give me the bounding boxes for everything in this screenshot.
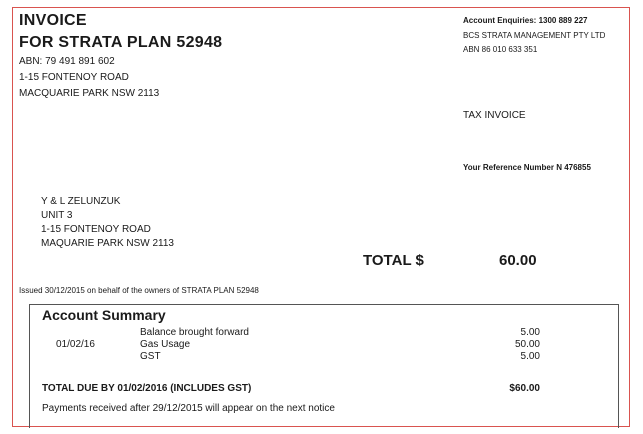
tax-invoice-label: TAX INVOICE: [463, 110, 526, 121]
issued-note: Issued 30/12/2015 on behalf of the owners of STRATA PLAN 52948: [19, 286, 259, 295]
total-amount: 60.00: [499, 252, 537, 269]
strata-abn: ABN: 79 491 891 602: [19, 56, 115, 67]
total-due-amount: $60.00: [509, 383, 540, 394]
recipient-name: Y & L ZELUNZUK: [41, 196, 121, 207]
account-summary-title: Account Summary: [42, 307, 166, 323]
strata-plan-title: FOR STRATA PLAN 52948: [19, 34, 223, 51]
summary-date: 01/02/16: [56, 339, 95, 350]
manager-abn: ABN 86 010 633 351: [463, 45, 538, 54]
total-due-label: TOTAL DUE BY 01/02/2016 (INCLUDES GST): [42, 383, 252, 394]
reference-number: Your Reference Number N 476855: [463, 163, 591, 172]
summary-item-label: GST: [140, 351, 161, 362]
total-label: TOTAL $: [363, 252, 424, 269]
summary-item-label: Gas Usage: [140, 339, 191, 350]
recipient-unit: UNIT 3: [41, 210, 73, 221]
manager-company: BCS STRATA MANAGEMENT PTY LTD: [463, 31, 606, 40]
invoice-page: [12, 7, 630, 427]
recipient-suburb: MAQUARIE PARK NSW 2113: [41, 238, 174, 249]
summary-item-amount: 50.00: [514, 339, 540, 350]
account-summary-box: [29, 304, 619, 428]
summary-item-label: Balance brought forward: [140, 327, 249, 338]
summary-item-amount: 5.00: [520, 327, 540, 338]
account-enquiries: Account Enquiries: 1300 889 227: [463, 16, 588, 25]
summary-item-amount: 5.00: [520, 351, 540, 362]
strata-address-line1: 1-15 FONTENOY ROAD: [19, 72, 129, 83]
payment-notice: Payments received after 29/12/2015 will appear on the next notice: [42, 403, 335, 414]
invoice-title: INVOICE: [19, 12, 87, 29]
strata-address-line2: MACQUARIE PARK NSW 2113: [19, 88, 160, 99]
recipient-street: 1-15 FONTENOY ROAD: [41, 224, 151, 235]
